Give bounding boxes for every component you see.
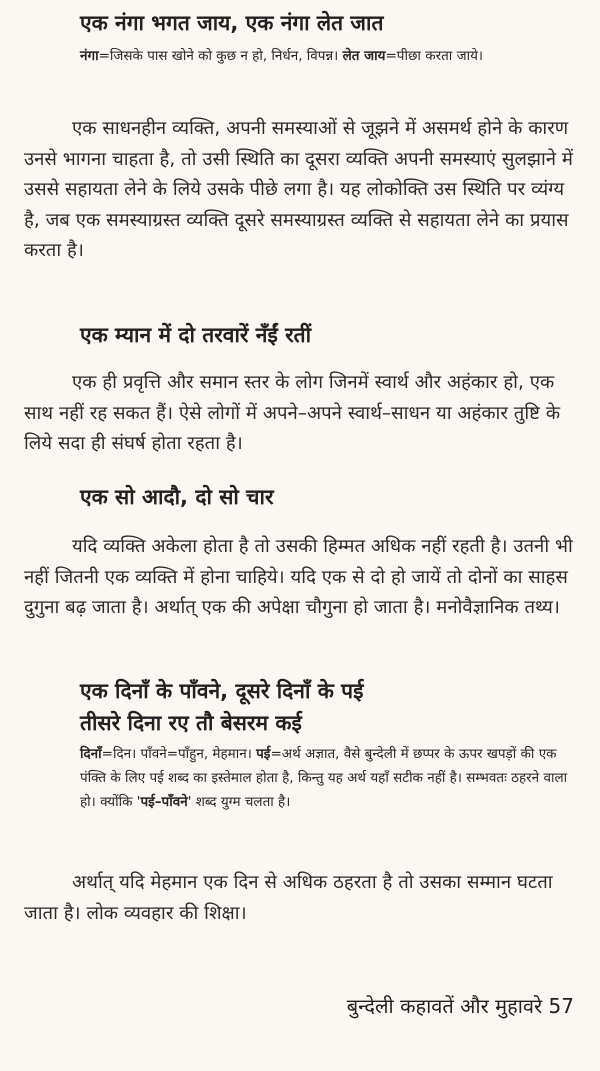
glossary-definition: ' शब्द युग्म चलता है। [187,794,291,810]
glossary-definition: =पीछा करता जाये। [385,48,484,64]
glossary-definition: =अर्थ अज्ञात, वैसे बुन्देली में छप्पर के ऊपर खपड़ों की एक पंक्ति के लिए पई शब्द का इस्तेमाल होता है, किन्तु यह अर्थ यहाँ सटीक नहीं है। सम्भवतः ठहरने वाला हो। क्योंकि ' [80,746,568,810]
explanation-paragraph-3: यदि व्यक्ति अकेला होता है तो उसकी हिम्मत अधिक नहीं रहती है। उतनी भी नहीं जितनी एक व्यक्ति में होना चाहिये। यदि एक से दो हो जायें तो दोनों का साहस दुगुना बढ़ जाता है। अर्थात् एक की अपेक्षा चौगुना हो जाता है। मनोवैज्ञानिक तथ्य। [24,536,573,618]
glossary-note-4 [80,742,580,814]
glossary-definition: =दिन। पाँवने=पाँहुन, मेहमान। [101,746,252,762]
explanation-paragraph-4: अर्थात् यदि मेहमान एक दिन से अधिक ठहरता है तो उसका सम्मान घटता जाता है। लोक व्यवहार की शिक्षा। [24,872,553,924]
book-title: बुन्देली कहावतें और मुहावरे [346,994,543,1018]
explanation-paragraph-2: एक ही प्रवृत्ति और समान स्तर के लोग जिनमें स्वार्थ और अहंकार हो, एक साथ नहीं रह सकत हैं। ऐसे लोगों में अपने–अपने स्वार्थ–साधन या अहंकार तुष्टि के लिये सदा ही संघर्ष होता रहता है। [24,372,561,454]
glossary-definition: =जिसके पास खोने को कुछ न हो, निर्धन, विपन्न। [98,48,339,64]
page-footer [347,992,574,1019]
glossary-term: पई [256,746,271,762]
page-number: 57 [548,994,574,1018]
glossary-term: पई–पाँवने [140,794,188,810]
glossary-term: दिनाँ [80,746,102,762]
glossary-note-1 [80,44,580,68]
glossary-term: नंगा [80,48,99,64]
glossary-term: लेत जाय [342,48,386,64]
proverb-heading-3: एक सो आदौ, दो सो चार [80,485,274,509]
proverb-heading-4-line-1: एक दिनाँ के पाँवने, दूसरे दिनाँ के पई [80,679,364,703]
proverb-heading-4-line-2: तीसरे दिना रए तौ बेसरम कई [80,711,302,735]
proverb-heading-2: एक म्यान में दो तरवारें नँईं रतीं [80,323,312,347]
explanation-paragraph-1: एक साधनहीन व्यक्ति, अपनी समस्याओं से जूझने में असमर्थ होने के कारण उनसे भागना चाहता है, तो उसी स्थिति का दूसरा व्यक्ति अपनी समस्याएं सुलझाने में उससे सहायता लेने के लिये उसके पीछे लगा है। यह लोकोक्ति उस स्थिति पर व्यंग्य है, जब एक समस्याग्रस्त व्यक्ति दूसरे समस्याग्रस्त व्यक्ति से सहायता लेने का प्रयास करता है। [24,118,573,261]
proverb-heading-1: एक नंगा भगत जाय, एक नंगा लेत जात [80,11,384,35]
